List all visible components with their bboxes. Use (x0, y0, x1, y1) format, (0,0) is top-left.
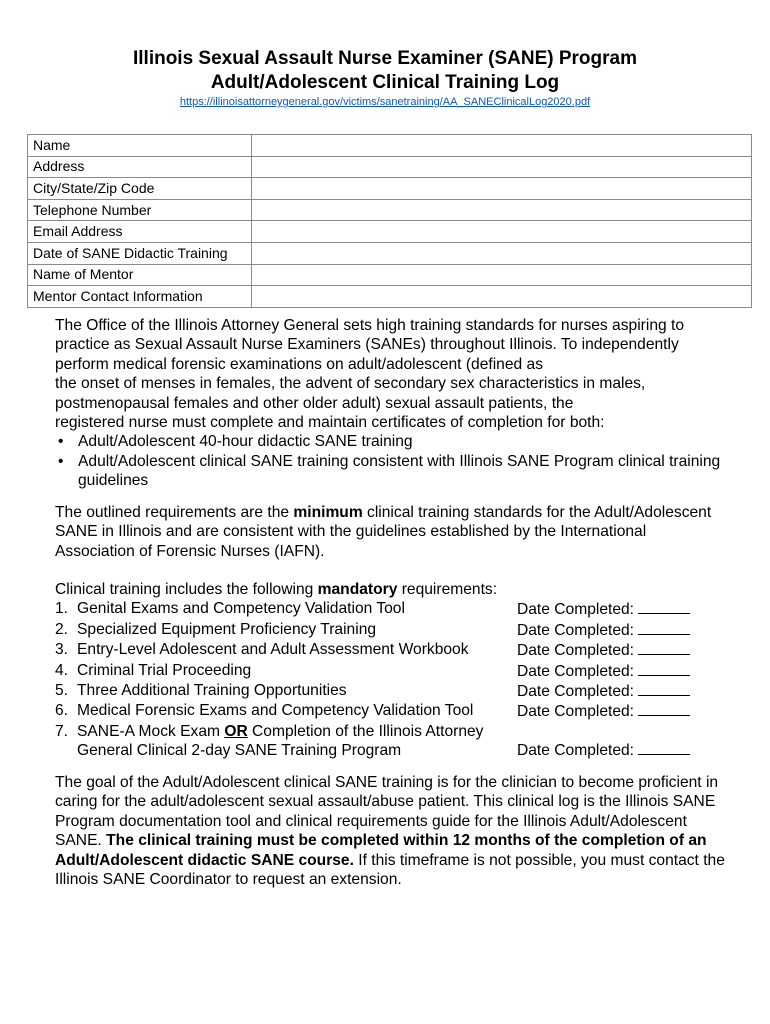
applicant-info-table (27, 134, 752, 308)
intro-paragraph (55, 316, 725, 491)
date-completed (517, 681, 725, 701)
date-completed-blank[interactable] (638, 701, 690, 716)
table-row (28, 156, 752, 178)
list-item: • Adult/Adolescent 40-hour didactic SANE training (55, 432, 725, 451)
date-completed-blank[interactable] (638, 740, 690, 755)
item7-text-before: SANE-A Mock Exam (77, 722, 225, 740)
date-completed (517, 740, 725, 760)
document-title (0, 47, 770, 95)
row-label-mentor-name: Name of Mentor (28, 264, 252, 286)
table-row (28, 286, 752, 308)
requirement-number: 6. (55, 702, 69, 720)
row-label-telephone: Telephone Number (28, 199, 252, 221)
minimum-text-after: clinical training standards for the Adult/Adolescent SANE in Illinois and are consistent with the guidelines established by the International Association of Forensic Nurses (IAFN). (55, 504, 712, 560)
mentor-name-field[interactable] (252, 264, 752, 286)
mentor-contact-field[interactable] (252, 286, 752, 308)
requirements-intro-after: requirements: (397, 581, 498, 598)
intro-text-2: the onset of menses in females, the advent of secondary sex characteristics in males, postmenopausal females and other older adult) sexual assault patients, the (55, 375, 646, 412)
list-item: • Adult/Adolescent clinical SANE training consistent with Illinois SANE Program clinical training guidelines (55, 452, 725, 491)
date-completed-blank[interactable] (638, 681, 690, 696)
date-completed-blank[interactable] (638, 661, 690, 676)
date-completed-label: Date Completed: (517, 703, 635, 721)
requirement-text: Genital Exams and Competency Validation Tool (77, 600, 405, 618)
table-row (28, 199, 752, 221)
didactic-date-field[interactable] (252, 242, 752, 264)
date-completed-blank[interactable] (638, 620, 690, 635)
list-item (55, 640, 725, 660)
table-row (28, 264, 752, 286)
document-url-link[interactable]: https://illinoisattorneygeneral.gov/victims/sanetraining/AA_SANEClinicalLog2020.pdf (179, 96, 591, 108)
list-item (55, 701, 725, 721)
city-state-zip-field[interactable] (252, 178, 752, 200)
name-field[interactable] (252, 135, 752, 157)
table-row (28, 178, 752, 200)
address-field[interactable] (252, 156, 752, 178)
table-row (28, 221, 752, 243)
date-completed-label: Date Completed: (517, 742, 635, 760)
list-item (55, 661, 725, 681)
intro-text: The Office of the Illinois Attorney General sets high training standards for nurses aspiring to practice as Sexual Assault Nurse Examiners (SANEs) throughout Illinois. To independently perform medical forensic examinations on adult/adolescent (defined as (55, 317, 684, 373)
item7-text-after: Completion of the Illinois Attorney General Clinical 2-day SANE Training Program (77, 722, 484, 760)
requirement-number: 7. (55, 722, 69, 740)
date-completed-blank[interactable] (638, 640, 690, 655)
date-completed-label: Date Completed: (517, 662, 635, 680)
goal-text-after: If this timeframe is not possible, you must contact the Illinois SANE Coordinator to request an extension. (55, 851, 725, 889)
requirement-number: 4. (55, 661, 69, 679)
minimum-bold: minimum (293, 504, 363, 521)
requirement-text: Specialized Equipment Proficiency Training (77, 620, 377, 638)
intro-text-3: registered nurse must complete and maintain certificates of completion for both: (55, 414, 605, 432)
list-item (55, 722, 725, 761)
date-completed-label: Date Completed: (517, 642, 635, 660)
requirement-number: 5. (55, 682, 69, 700)
email-field[interactable] (252, 221, 752, 243)
table-row (28, 242, 752, 264)
title-line-1: Illinois Sexual Assault Nurse Examiner (SANE) Program (132, 48, 637, 69)
requirement-number: 2. (55, 620, 69, 638)
row-label-city-state-zip: City/State/Zip Code (28, 178, 252, 200)
goal-paragraph (55, 773, 725, 889)
requirement-number: 3. (55, 641, 69, 659)
goal-text: The goal of the Adult/Adolescent clinical SANE training is for the clinician to become proficient in caring for the adult/adolescent sexual assault/abuse patient. This clinical log is the Illinois SANE Program documentation tool and clinical requirements guide for the Illinois Adult/Adolescent SANE. (55, 774, 719, 850)
requirement-number: 1. (55, 600, 69, 618)
date-completed (517, 620, 725, 640)
row-label-didactic-date: Date of SANE Didactic Training (28, 242, 252, 264)
requirements-intro (55, 580, 725, 599)
telephone-field[interactable] (252, 199, 752, 221)
minimum-standards-paragraph (55, 503, 725, 561)
date-completed (517, 701, 725, 721)
date-completed-label: Date Completed: (517, 683, 635, 701)
requirement-text: Entry-Level Adolescent and Adult Assessment Workbook (77, 641, 469, 659)
requirements-intro-bold: mandatory (317, 581, 398, 598)
row-label-address: Address (28, 156, 252, 178)
requirements-section (55, 580, 725, 761)
date-completed-label: Date Completed: (517, 601, 635, 619)
row-label-mentor-contact: Mentor Contact Information (28, 286, 252, 308)
certificate-list (55, 432, 725, 490)
item7-or: OR (224, 722, 248, 740)
row-label-email: Email Address (28, 221, 252, 243)
table-row (28, 135, 752, 157)
date-completed (517, 640, 725, 660)
row-label-name: Name (28, 135, 252, 157)
date-completed-label: Date Completed: (517, 621, 635, 639)
requirements-intro-before: Clinical training includes the following (55, 581, 318, 598)
goal-bold: The clinical training must be completed within 12 months of the completion of an Adult/Adolescent didactic SANE course. (55, 832, 707, 869)
date-completed (517, 661, 725, 681)
requirement-text (77, 722, 517, 761)
list-item (55, 681, 725, 701)
list-item (55, 620, 725, 640)
requirement-text: Three Additional Training Opportunities (77, 682, 347, 700)
list-item (55, 599, 725, 619)
date-completed-blank[interactable] (638, 599, 690, 614)
requirement-text: Criminal Trial Proceeding (77, 661, 252, 679)
title-line-2: Adult/Adolescent Clinical Training Log (210, 72, 560, 93)
requirement-text: Medical Forensic Exams and Competency Validation Tool (77, 702, 474, 720)
date-completed (517, 599, 725, 619)
minimum-text-before: The outlined requirements are the (55, 504, 294, 521)
